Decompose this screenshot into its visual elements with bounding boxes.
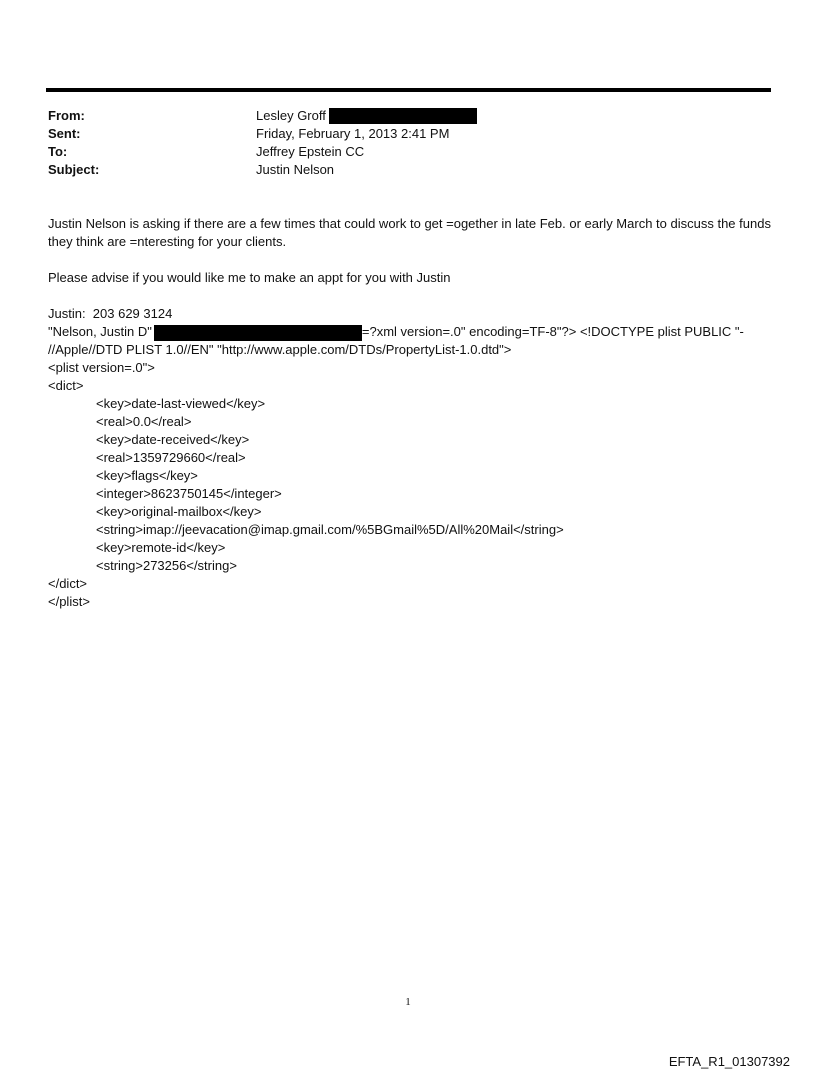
to-label: To: — [48, 144, 68, 159]
dict-line: <integer>8623750145</integer> — [96, 486, 282, 501]
dict-line: <key>flags</key> — [96, 468, 198, 483]
dict-line: <real>1359729660</real> — [96, 450, 246, 465]
to-value: Jeffrey Epstein CC — [256, 144, 365, 159]
dict-line: <key>date-received</key> — [96, 432, 250, 447]
plist-open-line: <plist version=.0"> — [48, 360, 155, 375]
dict-close-line: </dict> — [48, 576, 88, 591]
dict-line: <string>imap://jeevacation@imap.gmail.com/%5BGmail%5D/All%20Mail</string> — [96, 522, 564, 537]
sent-value: Friday, February 1, 2013 2:41 PM — [256, 126, 450, 141]
doctype-line: //Apple//DTD PLIST 1.0//EN" "http://www.apple.com/DTDs/PropertyList-1.0.dtd"> — [48, 342, 512, 357]
from-label: From: — [48, 108, 85, 123]
sent-row — [48, 125, 477, 143]
dict-line: <key>date-last-viewed</key> — [96, 396, 266, 411]
redaction-block — [329, 108, 477, 124]
subject-value: Justin Nelson — [256, 162, 335, 177]
from-row — [48, 107, 477, 125]
email-body — [48, 215, 773, 611]
body-paragraph-1: Justin Nelson is asking if there are a few times that could work to get =ogether in late Feb. or early March to discuss the funds they think are =nteresting for your clients. — [48, 216, 771, 249]
email-header — [48, 107, 477, 179]
nelson-prefix: "Nelson, Justin D" — [48, 324, 152, 339]
subject-row — [48, 161, 477, 179]
nelson-line — [48, 323, 773, 341]
dict-line: <key>remote-id</key> — [96, 540, 226, 555]
from-value-group — [256, 107, 477, 125]
page-number: 1 — [405, 996, 411, 1008]
sent-label: Sent: — [48, 126, 81, 141]
dict-line: <key>original-mailbox</key> — [96, 504, 262, 519]
dict-open-line: <dict> — [48, 378, 84, 393]
body-paragraph-2: Please advise if you would like me to make an appt for you with Justin — [48, 270, 451, 285]
document-id: EFTA_R1_01307392 — [668, 1054, 790, 1069]
from-value: Lesley Groff — [256, 108, 326, 123]
dict-line: <string>273256</string> — [96, 558, 237, 573]
header-rule — [46, 88, 771, 92]
redaction-block — [154, 325, 362, 341]
nelson-suffix: =?xml version=.0" encoding=TF-8"?> <!DOCTYPE plist PUBLIC "- — [361, 324, 744, 339]
subject-label: Subject: — [48, 162, 100, 177]
to-row — [48, 143, 477, 161]
dict-line: <real>0.0</real> — [96, 414, 192, 429]
plist-close-line: </plist> — [48, 594, 90, 609]
phone-line: Justin: 203 629 3124 — [48, 306, 173, 321]
